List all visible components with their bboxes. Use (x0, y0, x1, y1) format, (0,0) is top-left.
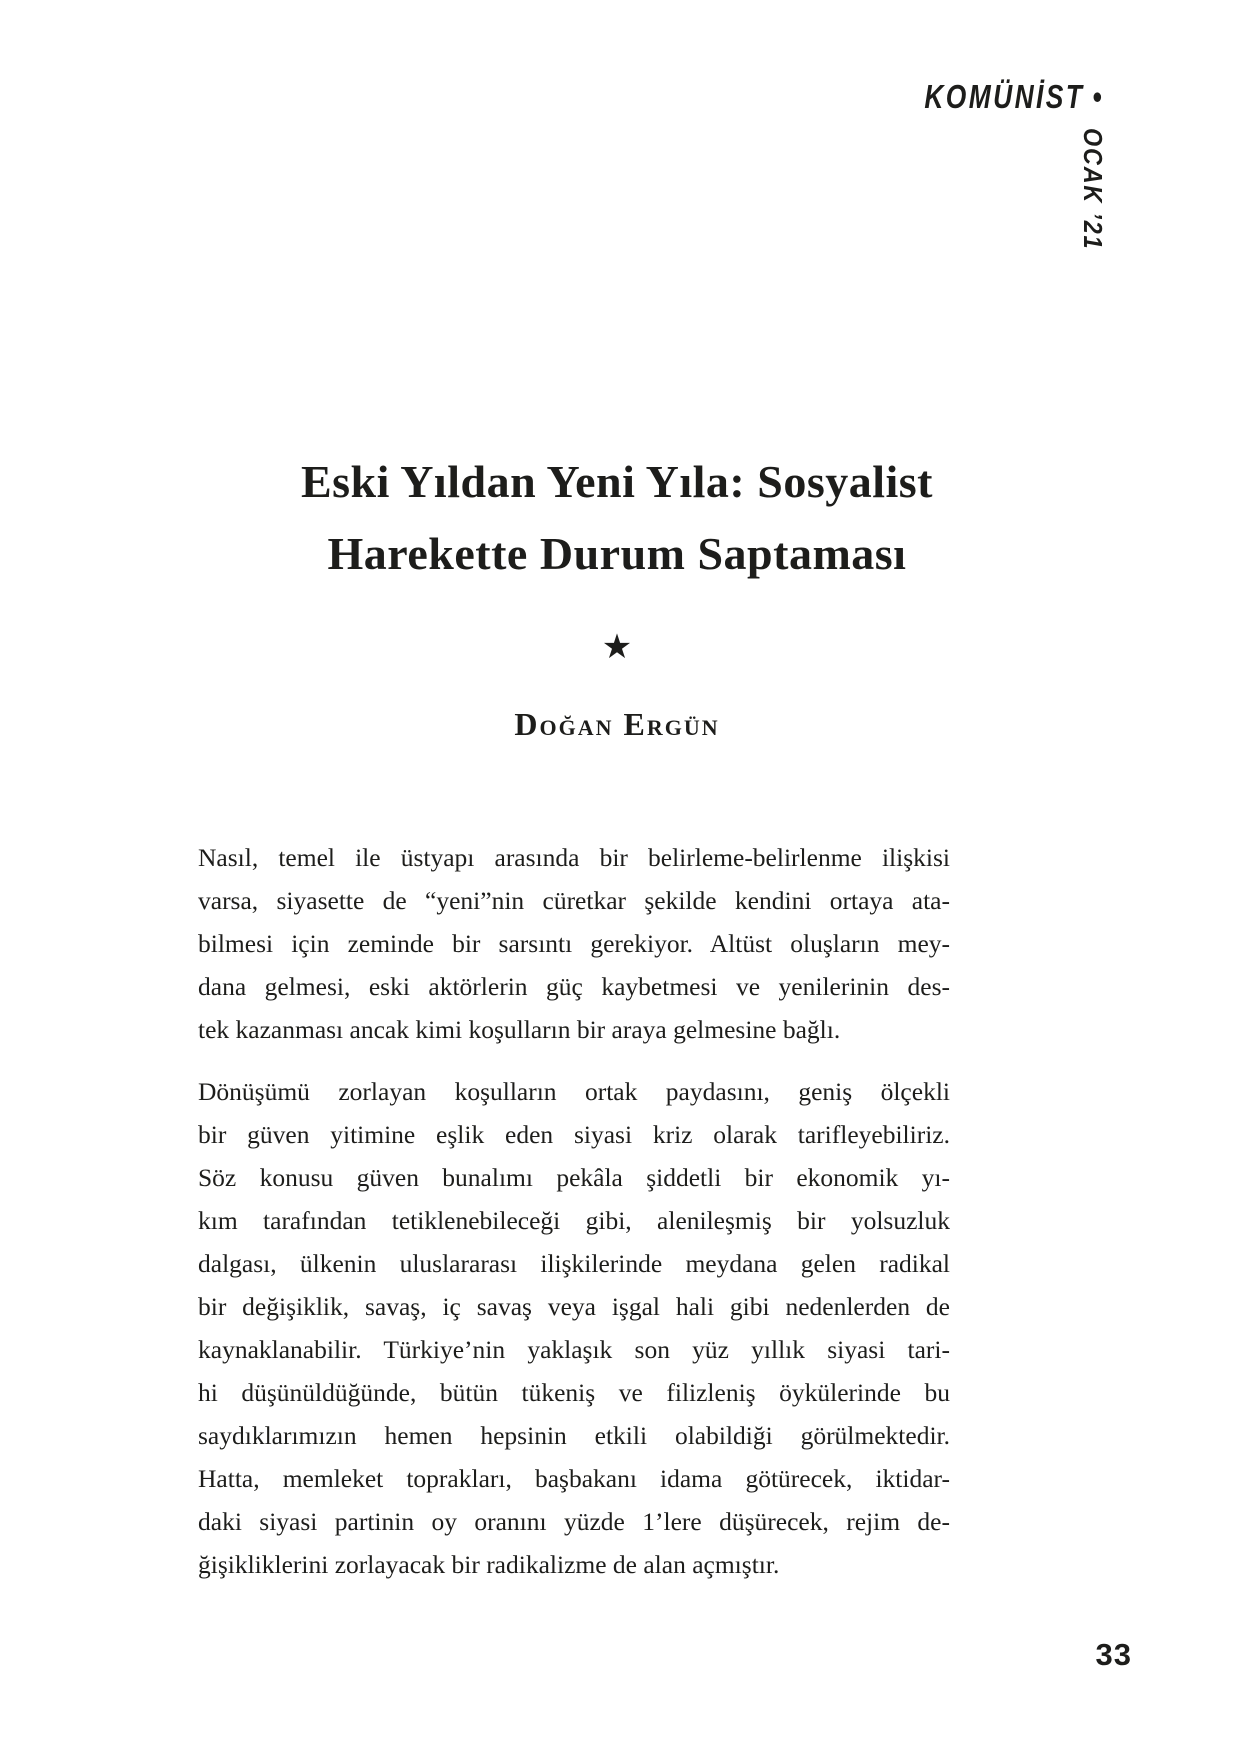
text-line: dana gelmesi, eski aktörlerin güç kaybetmesi ve yenilerinin des- (198, 972, 950, 1001)
text-line: dalgası, ülkenin uluslararası ilişkilerinde meydana gelen radikal (198, 1249, 950, 1278)
text-line: Dönüşümü zorlayan koşulların ortak paydasını, geniş ölçekli (198, 1077, 950, 1106)
text-line: kaynaklanabilir. Türkiye’nin yaklaşık son yüz yıllık siyasi tari- (198, 1335, 950, 1364)
text-line: daki siyasi partinin oy oranını yüzde 1’lere düşürecek, rejim de- (198, 1507, 950, 1536)
article-title (0, 446, 1234, 590)
text-line: bir güven yitimine eşlik eden siyasi kriz olarak tarifleyebiliriz. (198, 1120, 950, 1149)
journal-name: KOMÜNİST (924, 78, 1085, 115)
issue-date-vertical: OCAK ’21 (1078, 128, 1108, 251)
text-line: Nasıl, temel ile üstyapı arasında bir belirleme-belirlenme ilişkisi (198, 843, 950, 872)
text-line: kım tarafından tetiklenebileceği gibi, alenileşmiş bir yolsuzluk (198, 1206, 950, 1235)
text-line: Hatta, memleket toprakları, başbakanı idama götürecek, iktidar- (198, 1464, 950, 1493)
journal-masthead (925, 80, 1102, 113)
text-line: Söz konusu güven bunalımı pekâla şiddetli bir ekonomik yı- (198, 1163, 950, 1192)
text-line: varsa, siyasette de “yeni”nin cüretkar şekilde kendini ortaya ata- (198, 886, 950, 915)
page-number: 33 (1095, 1637, 1132, 1672)
text-line: tek kazanması ancak kimi koşulların bir araya gelmesine bağlı. (198, 1015, 841, 1044)
text-line: hi düşünüldüğünde, bütün tükeniş ve filizleniş öykülerinde bu (198, 1378, 950, 1407)
paragraph (198, 836, 950, 1051)
article-title-line-1: Eski Yıldan Yeni Yıla: Sosyalist (300, 456, 934, 507)
text-line: bilmesi için zeminde bir sarsıntı gerekiyor. Altüst oluşların mey- (198, 929, 950, 958)
text-line: ğişikliklerini zorlayacak bir radikalizme de alan açmıştır. (198, 1550, 780, 1579)
author-byline: Doğan Ergün (514, 706, 720, 742)
star-divider-icon: ★ (601, 629, 633, 666)
text-line: bir değişiklik, savaş, iç savaş veya işgal hali gibi nedenlerden de (198, 1292, 950, 1321)
paragraph (198, 1070, 950, 1586)
article-title-line-2: Harekette Durum Saptaması (327, 528, 907, 579)
text-line: saydıklarımızın hemen hepsinin etkili olabildiği görülmektedir. (198, 1421, 950, 1450)
masthead-bullet-icon: • (1092, 78, 1102, 115)
article-body (198, 836, 950, 1586)
